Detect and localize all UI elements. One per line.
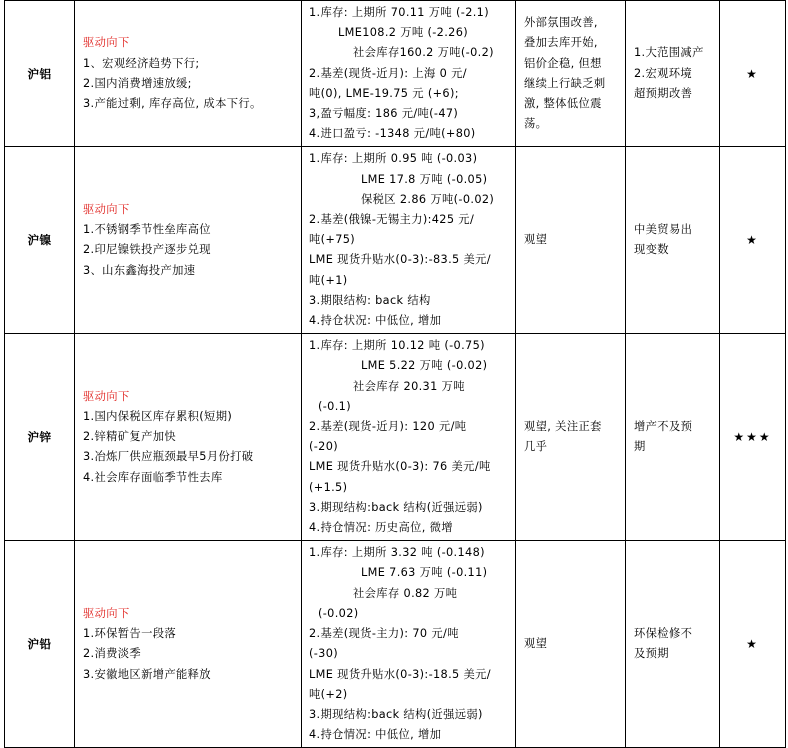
driver-item: 2.锌精矿复产加快 [83, 430, 177, 444]
data-line: 社会库存160.2 万吨(-0.2) [353, 46, 494, 60]
metal-name: 沪铅 [5, 541, 75, 748]
data-line: LME 现货升贴水(0-3):-83.5 美元/ [309, 253, 491, 267]
driver-cell [75, 147, 302, 334]
risk-line: 及预期 [634, 647, 669, 661]
view-line: 荡。 [524, 117, 548, 131]
driver-item: 1、宏观经济趋势下行; [83, 56, 200, 70]
driver-title: 驱动向下 [83, 606, 130, 620]
data-line: (+1.5) [309, 480, 348, 494]
data-line: 2.基差(现货-主力): 70 元/吨 [309, 627, 459, 641]
commodity-table [4, 0, 786, 748]
data-line: (-0.1) [318, 399, 351, 413]
data-line: 吨(+75) [309, 233, 356, 247]
data-line: 1.库存: 上期所 10.12 吨 (-0.75) [309, 339, 485, 353]
table-row [5, 1, 786, 147]
view-cell [516, 334, 626, 541]
view-cell [516, 1, 626, 147]
risk-line: 2.宏观环境 [634, 66, 693, 80]
data-line: 1.库存: 上期所 3.32 吨 (-0.148) [309, 546, 485, 560]
driver-item: 2.消费淡季 [83, 647, 142, 661]
data-line: 4.持仓状况: 中低位, 增加 [309, 314, 442, 328]
metal-name: 沪铝 [5, 1, 75, 147]
driver-item: 3.产能过剩, 库存高位, 成本下行。 [83, 96, 262, 110]
rating-stars: ★★★ [720, 334, 786, 541]
metal-name: 沪镍 [5, 147, 75, 334]
driver-title: 驱动向下 [83, 202, 130, 216]
view-cell [516, 147, 626, 334]
table-row [5, 541, 786, 748]
risk-line: 现变数 [634, 243, 669, 257]
driver-cell [75, 541, 302, 748]
driver-item: 2.国内消费增速放缓; [83, 76, 192, 90]
risk-line: 超预期改善 [634, 86, 693, 100]
driver-cell [75, 1, 302, 147]
risk-line: 期 [634, 440, 646, 454]
data-line: LME 7.63 万吨 (-0.11) [361, 566, 488, 580]
data-line: 2.基差(现货-近月): 上海 0 元/ [309, 66, 467, 80]
data-line: 吨(0), LME-19.75 元 (+6); [309, 86, 459, 100]
risk-cell [626, 334, 720, 541]
data-line: 社会库存 20.31 万吨 [353, 379, 465, 393]
view-line: 铝价企稳, 但想 [524, 56, 602, 70]
table-row [5, 334, 786, 541]
view-line: 激, 整体低位震 [524, 96, 602, 110]
data-line: 4.持仓情况: 历史高位, 微增 [309, 521, 453, 535]
view-line: 观望 [524, 233, 548, 247]
data-line: 1.库存: 上期所 0.95 吨 (-0.03) [309, 152, 478, 166]
data-line: LME 17.8 万吨 (-0.05) [361, 172, 488, 186]
data-cell [302, 541, 516, 748]
data-line: 3.期现结构:back 结构(近强远弱) [309, 500, 483, 514]
view-cell [516, 541, 626, 748]
driver-title: 驱动向下 [83, 36, 130, 50]
data-line: 1.库存: 上期所 70.11 万吨 (-2.1) [309, 6, 489, 19]
rating-stars: ★ [720, 1, 786, 147]
data-cell [302, 1, 516, 147]
metal-name: 沪锌 [5, 334, 75, 541]
data-line: LME 现货升贴水(0-3): 76 美元/吨 [309, 460, 491, 474]
driver-item: 1.国内保税区库存累积(短期) [83, 409, 233, 423]
risk-line: 环保检修不 [634, 627, 693, 641]
data-line: 吨(+1) [309, 273, 348, 287]
data-line: 2.基差(现货-近月): 120 元/吨 [309, 420, 467, 434]
table-row [5, 147, 786, 334]
risk-line: 中美贸易出 [634, 223, 693, 237]
rating-stars: ★ [720, 147, 786, 334]
data-line: 4.持仓情况: 中低位, 增加 [309, 728, 442, 742]
driver-item: 1.不锈钢季节性垒库高位 [83, 223, 211, 237]
data-line: 3,盈亏幅度: 186 元/吨(-47) [309, 107, 459, 121]
rating-stars: ★ [720, 541, 786, 748]
driver-item: 3.冶炼厂供应瓶颈最早5月份打破 [83, 450, 254, 464]
data-cell [302, 147, 516, 334]
view-line: 继续上行缺乏刺 [524, 76, 606, 90]
data-line: (-20) [309, 440, 339, 454]
data-line: 3.期现结构:back 结构(近强远弱) [309, 707, 483, 721]
driver-item: 4.社会库存面临季节性去库 [83, 470, 223, 484]
driver-item: 3.安徽地区新增产能释放 [83, 667, 211, 681]
data-line: 3.期限结构: back 结构 [309, 293, 431, 307]
data-line: 2.基差(俄镍-无锡主力):425 元/ [309, 213, 475, 227]
risk-cell [626, 1, 720, 147]
risk-cell [626, 541, 720, 748]
data-cell [302, 334, 516, 541]
driver-item: 1.环保暂告一段落 [83, 627, 177, 641]
view-line: 叠加去库开始, [524, 36, 598, 50]
risk-line: 增产不及预 [634, 420, 693, 434]
view-line: 观望, 关注正套 [524, 420, 602, 434]
data-line: (-30) [309, 647, 339, 661]
view-line: 外部氛围改善, [524, 16, 598, 30]
data-line: 吨(+2) [309, 687, 348, 701]
driver-item: 2.印尼镍铁投产逐步兑现 [83, 243, 211, 257]
risk-cell [626, 147, 720, 334]
view-line: 几乎 [524, 440, 548, 454]
driver-title: 驱动向下 [83, 389, 130, 403]
data-line: LME 现货升贴水(0-3):-18.5 美元/ [309, 667, 491, 681]
data-line: 保税区 2.86 万吨(-0.02) [361, 192, 495, 206]
driver-item: 3、山东鑫海投产加速 [83, 263, 196, 277]
risk-line: 1.大范围减产 [634, 46, 704, 60]
data-line: 4.进口盈亏: -1348 元/吨(+80) [309, 127, 476, 141]
data-line: 社会库存 0.82 万吨 [353, 586, 458, 600]
data-line: LME108.2 万吨 (-2.26) [338, 26, 468, 40]
driver-cell [75, 334, 302, 541]
view-line: 观望 [524, 637, 548, 651]
data-line: LME 5.22 万吨 (-0.02) [361, 359, 488, 373]
data-line: (-0.02) [318, 606, 359, 620]
